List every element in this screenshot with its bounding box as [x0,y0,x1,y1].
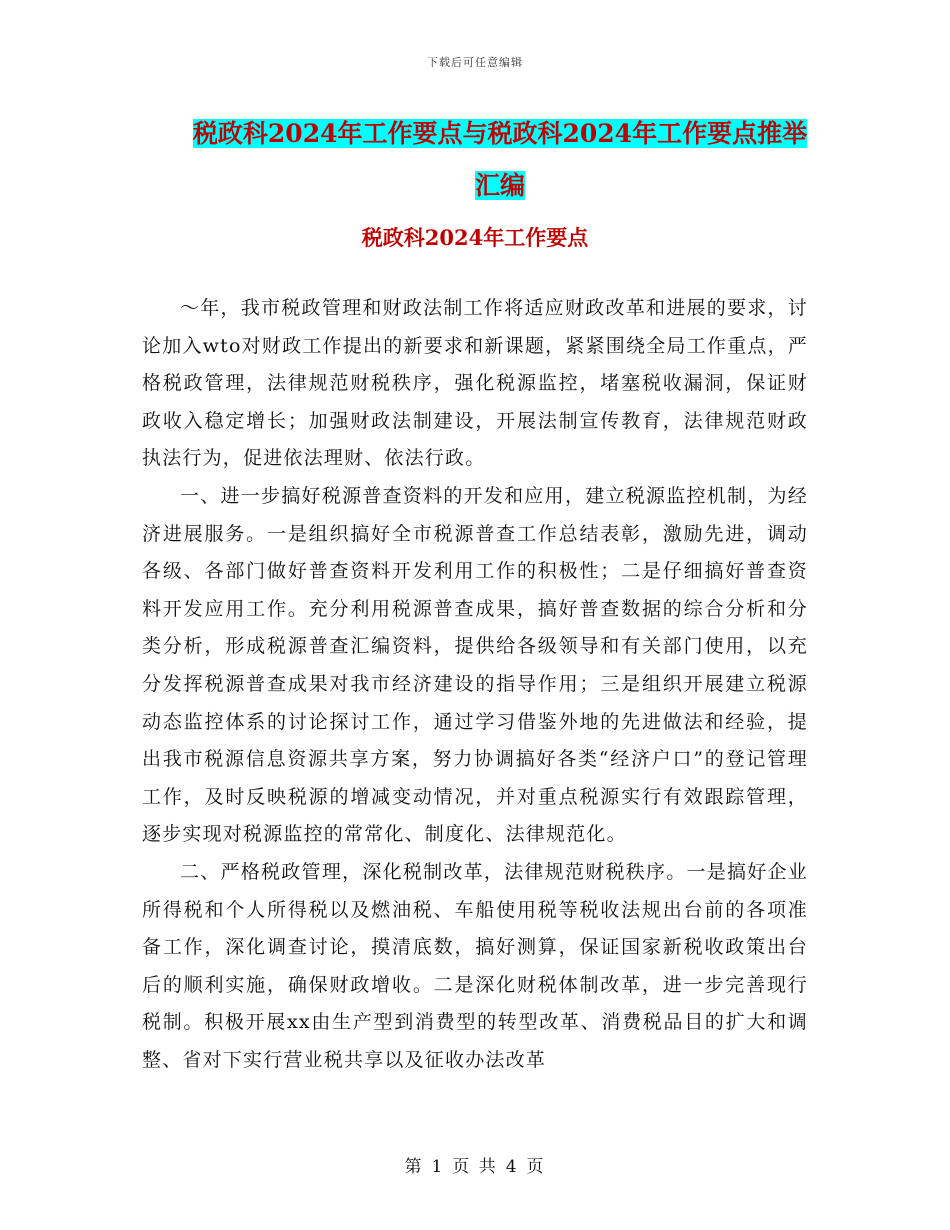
section-title: 税政科2024年工作要点 [361,225,589,250]
footer-total-pages: 4 [505,1157,519,1177]
paragraph-two: 二、严格税政管理，深化税制改革，法律规范财税秩序。一是搞好企业所得税和个人所得税以及燃油税、车船使用税等税收法规出台前的各项准备工作，深化调查讨论，摸清底数，搞好测算，保证国家新税收政策出台后的顺利实施，确保财政增收。二是深化财税体制改革，进一步完善现行税制。积极开展xx由生产型到消费型的转型改革、消费税品目的扩大和调整、省对下实行营业税共享以及征收办法改革 [142,860,808,1071]
document-title [190,108,810,212]
footer-suffix: 页 [526,1157,546,1177]
footer-middle: 页 共 [452,1157,498,1177]
document-title-text: 税政科2024年工作要点与税政科2024年工作要点推举汇编 [192,119,808,200]
paragraph-one: 一、进一步搞好税源普查资料的开发和应用，建立税源监控机制，为经济进展服务。一是组织搞好全市税源普查工作总结表彰，激励先进，调动各级、各部门做好普查资料开发利用工作的积极性；二是仔细搞好普查资料开发应用工作。充分利用税源普查成果，搞好普查数据的综合分析和分类分析，形成税源普查汇编资料，提供给各级领导和有关部门使用，以充分发挥税源普查成果对我市经济建设的指导作用；三是组织开展建立税源动态监控体系的讨论探讨工作，通过学习借鉴外地的先进做法和经验，提出我市税源信息资源共享方案，努力协调搞好各类“经济户口”的登记管理工作，及时反映税源的增减变动情况，并对重点税源实行有效跟踪管理，逐步实现对税源监控的常常化、制度化、法律规范化。 [142,484,808,846]
document-body [142,290,808,1079]
footer-page-number: 1 [431,1157,445,1177]
header-note: 下载后可任意编辑 [427,56,523,69]
footer-prefix: 第 [404,1157,424,1177]
paragraph-intro: ～年，我市税政管理和财政法制工作将适应财政改革和进展的要求，讨论加入wto对财政工作提出的新要求和新课题，紧紧围绕全局工作重点，严格税政管理，法律规范财税秩序，强化税源监控，堵塞税收漏洞，保证财政收入稳定增长；加强财政法制建设，开展法制宣传教育，法律规范财政执法行为，促进依法理财、依法行政。 [142,297,808,470]
page-footer [0,1152,950,1177]
